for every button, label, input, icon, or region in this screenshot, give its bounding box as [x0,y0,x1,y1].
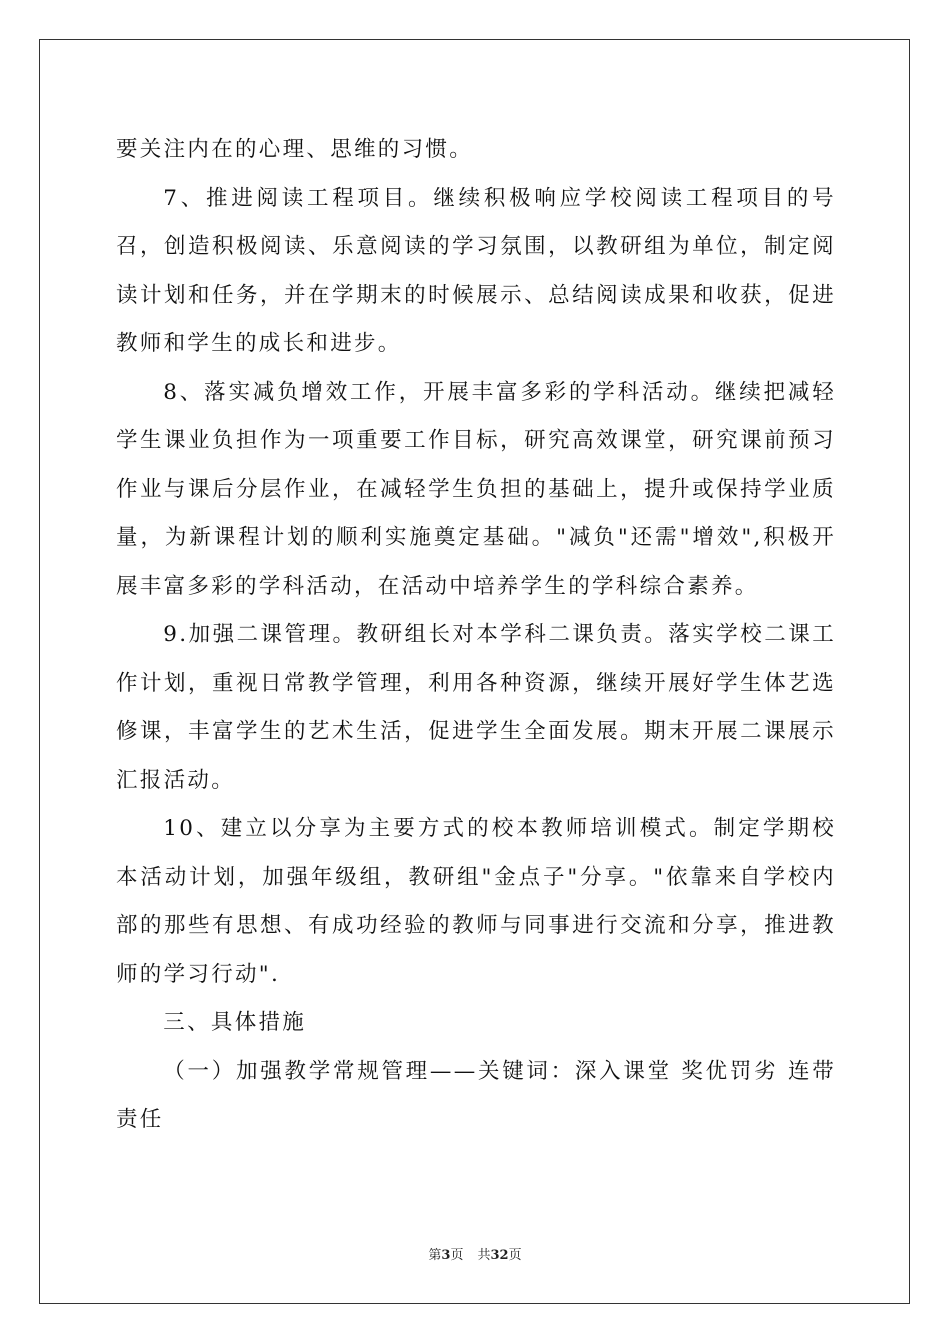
footer-total-pages: 32 [490,1248,509,1263]
paragraph-item-8-burden-reduction: 8、落实减负增效工作，开展丰富多彩的学科活动。继续把减轻学生课业负担作为一项重要工作目标，研究高效课堂，研究课前预习作业与课后分层作业，在减轻学生负担的基础上，提升或保持学业质量，为新课程计划的顺利实施奠定基础。"减负"还需"增效",积极开展丰富多彩的学科活动，在活动中培养学生的学科综合素养。 [116,379,836,599]
footer-total-suffix: 页 [508,1248,522,1263]
footer-total-prefix: 共 [477,1248,491,1263]
section-heading-measures: 三、具体措施 [163,1010,307,1035]
footer-page-number: 3 [441,1248,451,1263]
footer-prefix: 第 [428,1248,442,1263]
paragraph-item-9-second-classroom: 9.加强二课管理。教研组长对本学科二课负责。落实学校二课工作计划，重视日常教学管理，利用各种资源，继续开展好学生体艺选修课，丰富学生的艺术生活，促进学生全面发展。期末开展二课展示汇报活动。 [116,622,836,793]
paragraph-continuation: 要关注内在的心理、思维的习惯。 [116,137,474,162]
page-footer [0,1247,950,1265]
paragraph-item-10-teacher-training: 10、建立以分享为主要方式的校本教师培训模式。制定学期校本活动计划，加强年级组，教研组"金点子"分享。"依靠来自学校内部的那些有思想、有成功经验的教师与同事进行交流和分享，推进教师的学习行动". [116,816,836,987]
footer-page-suffix: 页 [450,1248,464,1263]
subsection-heading-routine-management: （一）加强教学常规管理——关键词：深入课堂 奖优罚劣 连带责任 [116,1058,836,1132]
paragraph-item-7-reading-project: 7、推进阅读工程项目。继续积极响应学校阅读工程项目的号召，创造积极阅读、乐意阅读的学习氛围，以教研组为单位，制定阅读计划和任务，并在学期末的时候展示、总结阅读成果和收获，促进教师和学生的成长和进步。 [116,185,836,356]
document-body [116,126,836,1145]
